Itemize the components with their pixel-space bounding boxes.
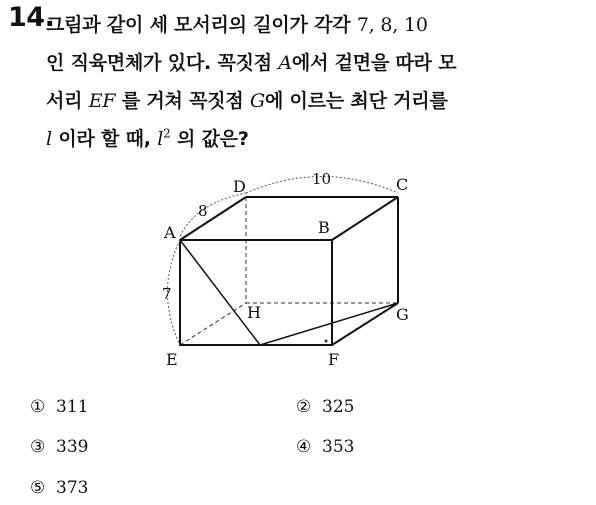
choice-marker: ④ bbox=[296, 437, 312, 457]
cuboid-figure bbox=[150, 160, 430, 375]
edge-BC bbox=[332, 197, 398, 240]
vertex-label-B: B bbox=[318, 218, 330, 237]
vertex-label-H: H bbox=[247, 303, 261, 322]
choice-marker: ③ bbox=[30, 437, 46, 457]
choice-value: 311 bbox=[56, 397, 89, 417]
hidden-edge-EH bbox=[180, 303, 246, 345]
vertex-label-A: A bbox=[164, 223, 176, 242]
math-var: G bbox=[250, 90, 265, 112]
choice-marker: ① bbox=[30, 397, 46, 417]
math-var: A bbox=[278, 52, 292, 74]
edge-label-height: 7 bbox=[162, 285, 172, 303]
dimension-arc-side bbox=[180, 193, 246, 236]
question-text: 의 값은? bbox=[176, 128, 249, 150]
math-var: l bbox=[157, 128, 164, 150]
choice-value: 339 bbox=[56, 437, 89, 457]
vertex-label-G: G bbox=[396, 305, 409, 324]
math-var: l bbox=[46, 128, 52, 150]
question-text: 이라 할 때, bbox=[58, 128, 151, 150]
vertex-label-E: E bbox=[166, 350, 178, 369]
edge-FG bbox=[332, 303, 398, 345]
choice-1[interactable] bbox=[30, 397, 88, 417]
question-text: 에서 겉면을 따라 모 bbox=[291, 52, 457, 74]
question-text: 그림과 같이 세 모서리의 길이가 각각 bbox=[46, 14, 351, 36]
vertex-label-C: C bbox=[396, 175, 409, 194]
choice-4[interactable] bbox=[296, 437, 354, 457]
choice-2[interactable] bbox=[296, 397, 354, 417]
choice-value: 325 bbox=[322, 397, 355, 417]
edge-label-top: 10 bbox=[312, 170, 332, 188]
question-line-3 bbox=[46, 86, 448, 113]
marker-dot bbox=[325, 340, 328, 343]
question-text: 인 직육면체가 있다. 꼭짓점 bbox=[46, 52, 272, 74]
choice-3[interactable] bbox=[30, 437, 88, 457]
math-var: EF bbox=[88, 90, 116, 112]
choice-5[interactable] bbox=[30, 478, 88, 498]
question-line-2 bbox=[46, 48, 456, 75]
question-text: 서리 bbox=[46, 90, 83, 112]
vertex-label-F: F bbox=[328, 350, 340, 369]
path-segment-A-to-EF bbox=[180, 240, 260, 345]
question-text: 에 이르는 최단 거리를 bbox=[264, 90, 448, 112]
question-number: 14. bbox=[8, 2, 55, 33]
choice-marker: ⑤ bbox=[30, 478, 46, 498]
choice-value: 353 bbox=[322, 437, 355, 457]
path-segment-EF-to-G bbox=[260, 303, 398, 345]
choice-value: 373 bbox=[56, 478, 89, 498]
edge-AD bbox=[180, 197, 246, 240]
question-line-4 bbox=[46, 124, 249, 151]
vertex-label-D: D bbox=[233, 177, 246, 196]
edge-label-side: 8 bbox=[198, 202, 208, 220]
edge-lengths: 7, 8, 10 bbox=[356, 14, 428, 36]
choice-marker: ② bbox=[296, 397, 312, 417]
question-line-1 bbox=[46, 10, 428, 37]
question-text: 를 거쳐 꼭짓점 bbox=[121, 90, 244, 112]
exponent: 2 bbox=[163, 126, 171, 141]
